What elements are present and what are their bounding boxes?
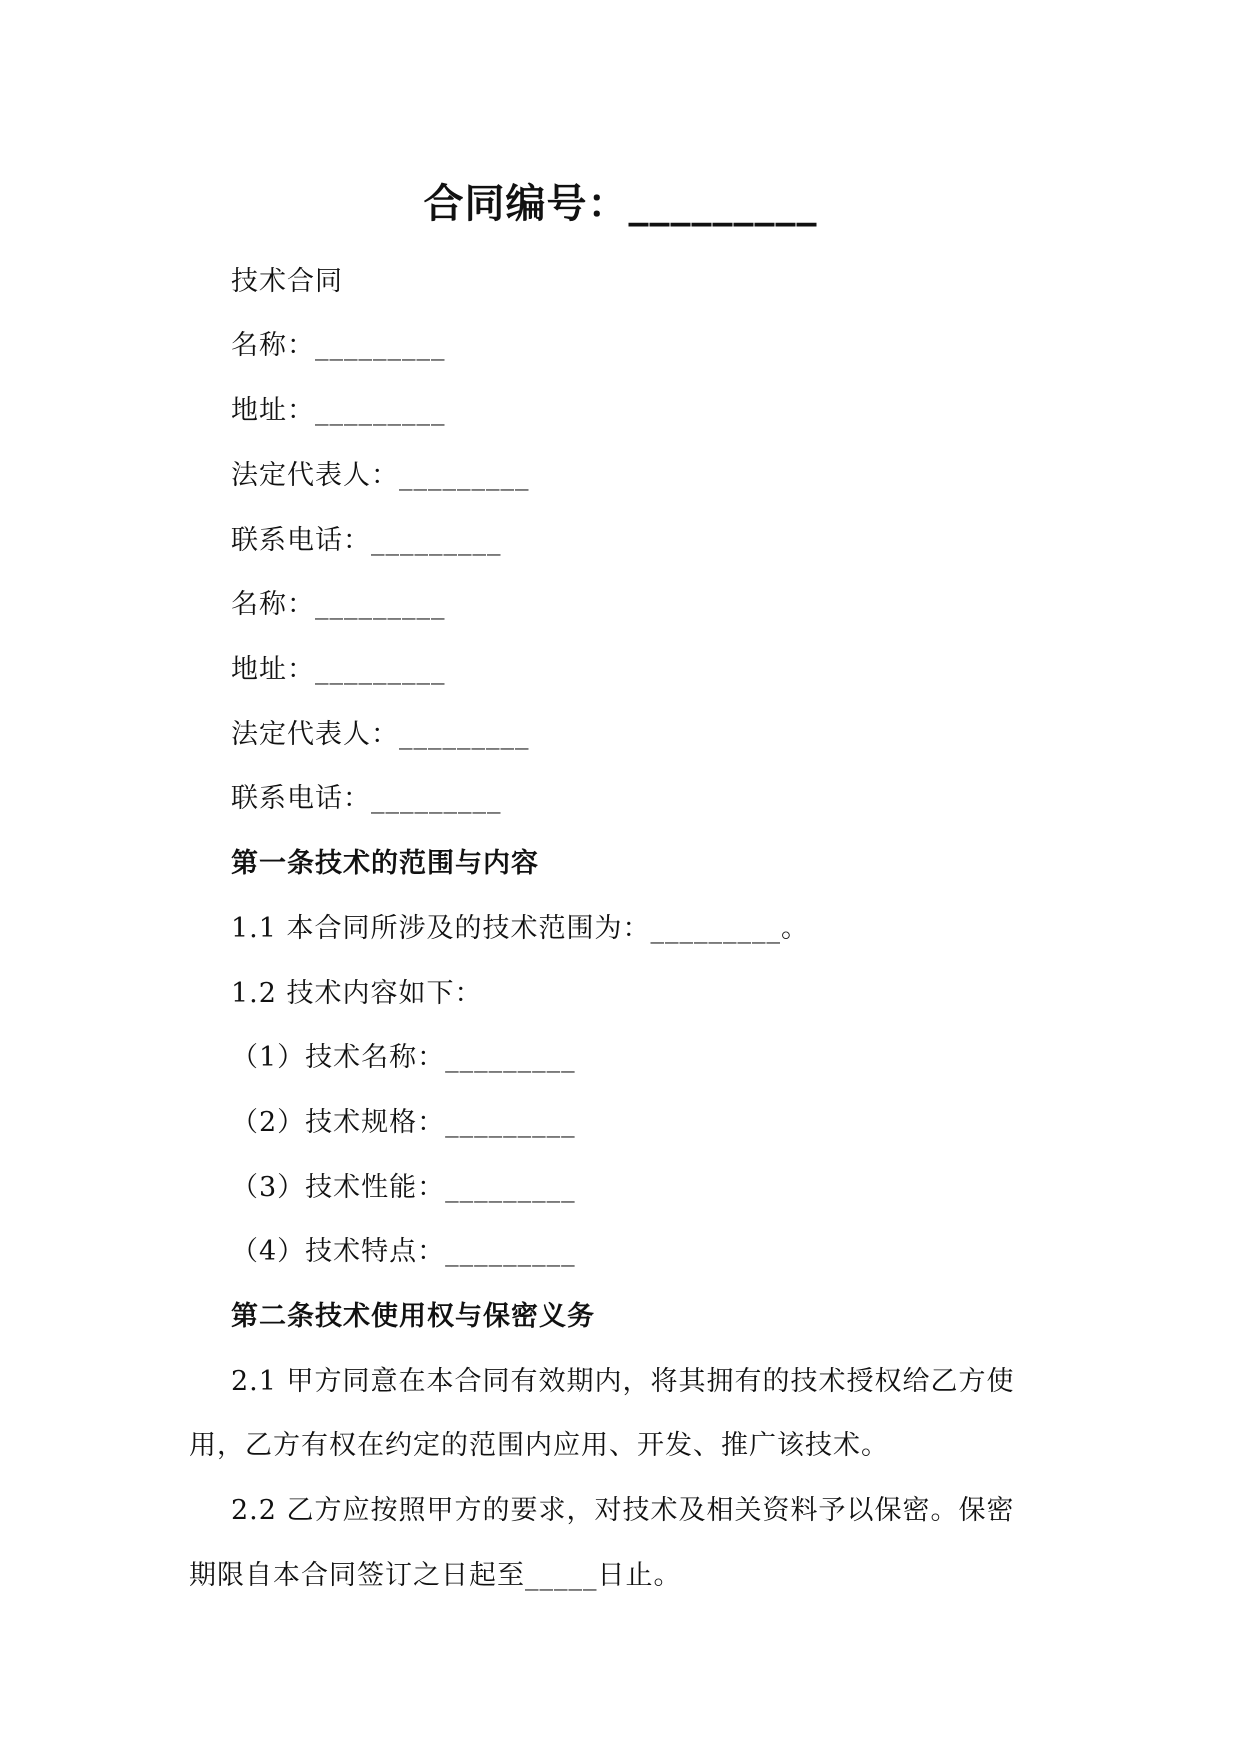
clause-2-2-line-2: 期限自本合同签订之日起至_____日止。 (189, 1560, 682, 1591)
clause-2-1-line-2: 用，乙方有权在约定的范围内应用、开发、推广该技术。 (189, 1430, 889, 1461)
tech-item-name: （1）技术名称：_________ (231, 1042, 576, 1073)
clause-1-2: 1.2 技术内容如下： (231, 978, 483, 1009)
party-a-phone: 联系电话：_________ (231, 525, 502, 556)
party-a-address: 地址：_________ (231, 395, 446, 426)
contract-number-title: 合同编号：_________ (423, 181, 818, 227)
party-a-legal-rep: 法定代表人：_________ (231, 460, 530, 491)
party-b-phone: 联系电话：_________ (231, 783, 502, 814)
tech-item-spec: （2）技术规格：_________ (231, 1107, 576, 1138)
clause-2-2-line-1: 2.2 乙方应按照甲方的要求，对技术及相关资料予以保密。保密 (231, 1495, 1015, 1526)
article-2-heading: 第二条技术使用权与保密义务 (231, 1301, 595, 1332)
clause-1-1: 1.1 本合同所涉及的技术范围为：_________。 (231, 913, 810, 944)
party-b-name: 名称：_________ (231, 589, 446, 620)
party-a-name: 名称：_________ (231, 330, 446, 361)
party-b-address: 地址：_________ (231, 654, 446, 685)
article-1-heading: 第一条技术的范围与内容 (231, 848, 539, 879)
contract-type: 技术合同 (231, 266, 343, 297)
tech-item-performance: （3）技术性能：_________ (231, 1172, 576, 1203)
party-b-legal-rep: 法定代表人：_________ (231, 719, 530, 750)
clause-2-1-line-1: 2.1 甲方同意在本合同有效期内，将其拥有的技术授权给乙方使 (231, 1366, 1015, 1397)
tech-item-features: （4）技术特点：_________ (231, 1236, 576, 1267)
